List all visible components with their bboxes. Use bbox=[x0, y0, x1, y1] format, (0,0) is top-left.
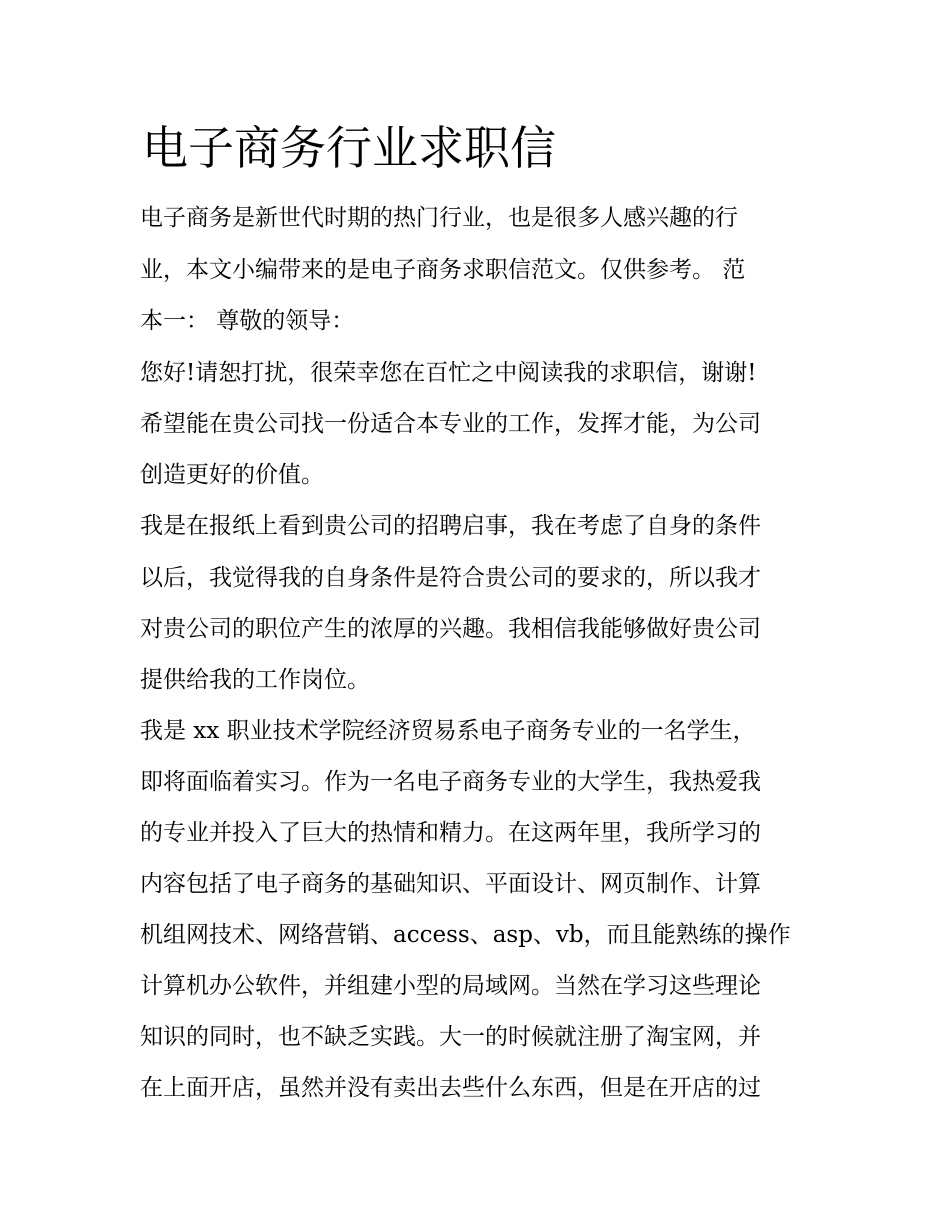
body-line-12: 即将面临着实习。作为一名电子商务专业的大学生，我热爱我 bbox=[140, 769, 761, 795]
body-line-14: 内容包括了电子商务的基础知识、平面设计、网页制作、计算 bbox=[140, 871, 761, 897]
body-line-17: 知识的同时，也不缺乏实践。大一的时候就注册了淘宝网，并 bbox=[140, 1024, 761, 1050]
body-line-15: 机组网技术、网络营销、access、asp、vb，而且能熟练的操作 bbox=[140, 922, 791, 948]
body-line-2: 业，本文小编带来的是电子商务求职信范文。仅供参考。 范 bbox=[140, 257, 746, 283]
body-line-9: 对贵公司的职位产生的浓厚的兴趣。我相信我能够做好贵公司 bbox=[140, 616, 761, 642]
document-title: 电子商务行业求职信 bbox=[142, 121, 556, 175]
body-line-4: 您好!请恕打扰，很荣幸您在百忙之中阅读我的求职信，谢谢! bbox=[140, 360, 757, 386]
body-line-7: 我是在报纸上看到贵公司的招聘启事，我在考虑了自身的条件 bbox=[140, 513, 761, 539]
body-line-16: 计算机办公软件，并组建小型的局域网。当然在学习这些理论 bbox=[140, 973, 761, 999]
body-line-6: 创造更好的价值。 bbox=[140, 462, 324, 488]
body-line-13: 的专业并投入了巨大的热情和精力。在这两年里，我所学习的 bbox=[140, 820, 761, 846]
body-line-10: 提供给我的工作岗位。 bbox=[140, 667, 370, 693]
body-line-3: 本一： 尊敬的领导： bbox=[140, 308, 355, 334]
body-line-8: 以后，我觉得我的自身条件是符合贵公司的要求的，所以我才 bbox=[140, 565, 761, 591]
body-line-5: 希望能在贵公司找一份适合本专业的工作，发挥才能，为公司 bbox=[140, 411, 761, 437]
body-line-11: 我是 xx 职业技术学院经济贸易系电子商务专业的一名学生， bbox=[140, 718, 756, 744]
body-line-1: 电子商务是新世代时期的热门行业，也是很多人感兴趣的行 bbox=[140, 205, 738, 231]
body-line-18: 在上面开店，虽然并没有卖出去些什么东西，但是在开店的过 bbox=[140, 1075, 761, 1101]
